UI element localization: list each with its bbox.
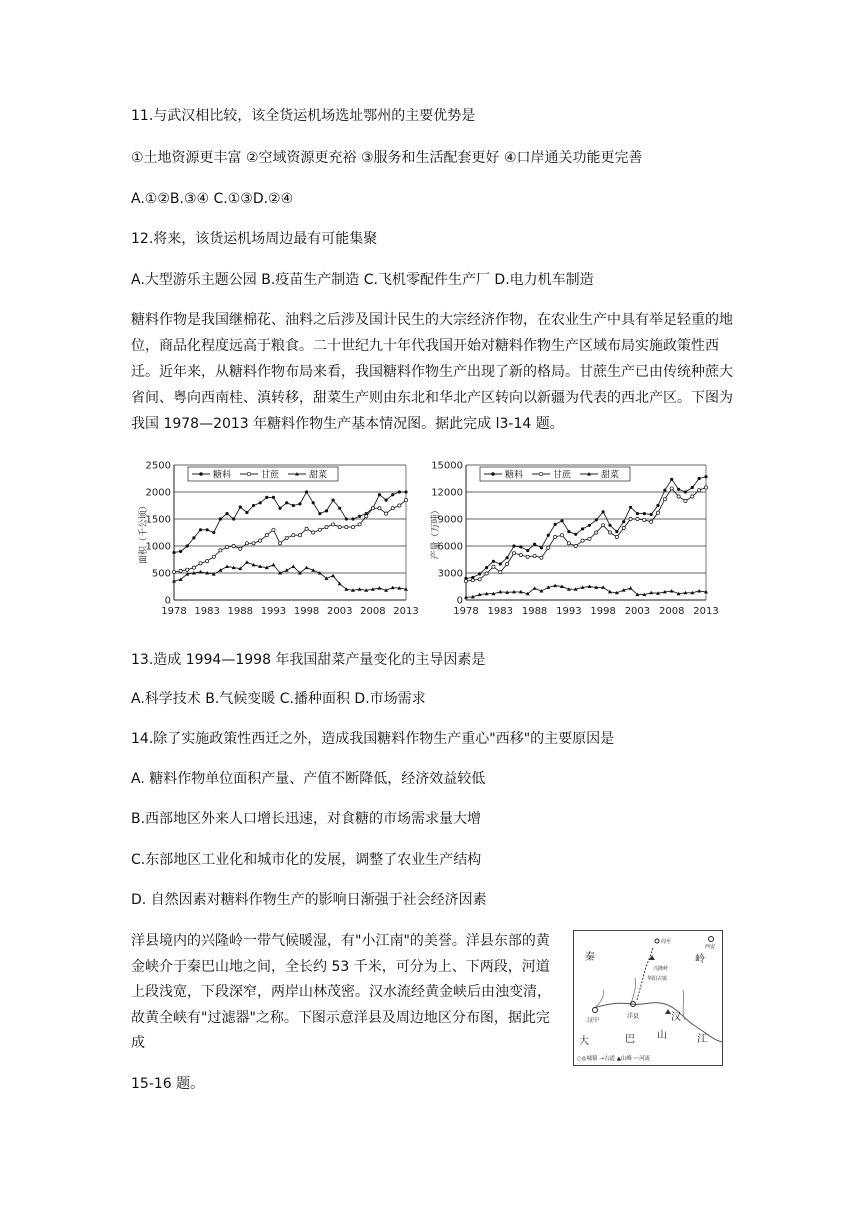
chart-1-point-ganzhe xyxy=(519,553,522,556)
chart-0-point-tiancai xyxy=(358,587,362,591)
chart-1-point-tangliao xyxy=(622,520,625,523)
chart-0-point-ganzhe xyxy=(172,570,175,573)
chart-1-point-ganzhe xyxy=(636,517,639,520)
chart-0-point-tangliao xyxy=(192,536,195,539)
q11-stem: 11.与武汉相比较，该全货运机场选址鄂州的主要优势是 xyxy=(131,108,476,124)
passage-yang-county: 洋县境内的兴隆岭一带气候暖湿，有"小江南"的美誉。洋县东部的黄金峡介于秦巴山地之间，全长约 53 千米，可分为上、下两段，河道上段浅宽，下段深窄，两岸山林茂密。汉水流经黄金峡后由浊变清，故黄全峡有"过滤器"之称。下图示意洋县及周边地区分布图，据此完成 xyxy=(131,933,551,1051)
chart-0-point-ganzhe xyxy=(371,507,374,510)
map-label-qin: 秦 xyxy=(585,952,595,963)
chart-1-y-tick-label: 3000 xyxy=(437,568,463,580)
chart-0-point-ganzhe xyxy=(398,504,401,507)
q14-stem: 14.除了实施政策性西迁之外，造成我国糖料作物生产重心"西移"的主要原因是 xyxy=(131,731,615,747)
chart-0-point-tangliao xyxy=(298,502,301,505)
chart-1-point-tangliao xyxy=(478,572,481,575)
chart-0-point-tangliao xyxy=(172,551,175,554)
chart-0-y-label: 面积（千公顷） xyxy=(139,500,149,565)
chart-1-point-ganzhe xyxy=(526,555,529,558)
chart-0-series-0-line xyxy=(174,492,406,552)
chart-1-series-1-line xyxy=(466,488,706,582)
chart-0-point-ganzhe xyxy=(305,527,308,530)
chart-1-point-tangliao xyxy=(684,490,687,493)
chart-0-point-tangliao xyxy=(265,496,268,499)
chart-1-point-ganzhe xyxy=(567,542,570,545)
chart-0-point-tangliao xyxy=(239,506,242,509)
q11-statements: ①土地资源更丰富 ②空域资源更充裕 ③服务和生活配套更好 ④口岸通关功能更完善 xyxy=(131,150,643,166)
chart-0-point-tangliao xyxy=(318,512,321,515)
chart-1-point-tangliao xyxy=(595,518,598,521)
chart-0-point-ganzhe xyxy=(338,526,341,529)
chart-1-point-tangliao xyxy=(492,560,495,563)
chart-1-point-ganzhe xyxy=(533,554,536,557)
chart-1-legend-label: 甘蔗 xyxy=(553,470,572,481)
chart-1-y-tick-label: 0 xyxy=(456,595,463,607)
q11-options: A.①②B.③④ C.①③D.②④ xyxy=(131,191,294,207)
chart-0-point-ganzhe xyxy=(385,512,388,515)
chart-0-point-ganzhe xyxy=(391,507,394,510)
map-label-huayang: 华阳古镇 xyxy=(647,976,668,982)
chart-0-point-tiancai xyxy=(245,560,249,564)
chart-0-point-tangliao xyxy=(285,501,288,504)
passage-sugar-crops: 糖料作物是我国继棉花、油料之后涉及国计民生的大宗经济作物，在农业生产中具有举足轻重的地位，商品化程度远高于粮食。二十世纪九十年代我国开始对糖料作物生产区域布局实施政策性西迁。近年来，从糖料作物布局来看，我国糖料作物生产出现了新的格局。甘蔗生产已由传统种蔗大省间、粤向西南桂、滇转移，甜菜生产则由东北和华北产区转向以新疆为代表的西北产区。下图为我国 1978—2013 年糖料作物生产基本情况图。据此完成 l3-14 题。 xyxy=(131,312,733,432)
chart-0-x-tick-label: 2013 xyxy=(393,606,419,617)
q12-options: A.大型游乐主题公园 B.疫苗生产制造 C.飞机零配件生产厂 D.电力机车制造 xyxy=(131,272,594,288)
chart-1-point-tangliao xyxy=(581,527,584,530)
chart-1-point-tangliao xyxy=(533,543,536,546)
chart-0-y-tick-label: 2500 xyxy=(145,460,171,472)
chart-1-point-tangliao xyxy=(512,544,515,547)
chart-0-point-tangliao xyxy=(179,550,182,553)
chart-0-point-tiancai xyxy=(225,565,229,569)
chart-1-point-ganzhe xyxy=(540,556,543,559)
map-label-zhouzhi: 周至 xyxy=(661,939,672,945)
chart-0-point-ganzhe xyxy=(345,526,348,529)
chart-1-point-ganzhe xyxy=(485,572,488,575)
chart-0-point-tangliao xyxy=(325,509,328,512)
chart-1-point-tangliao xyxy=(588,524,591,527)
chart-1-point-ganzhe xyxy=(581,539,584,542)
chart-0-legend-label: 甜菜 xyxy=(309,470,328,481)
chart-1-legend-label: 糖料 xyxy=(505,470,524,481)
chart-1-point-ganzhe xyxy=(595,531,598,534)
chart-0-point-tangliao xyxy=(245,511,248,514)
chart-0-legend-marker xyxy=(199,472,203,476)
chart-0-point-tiancai xyxy=(271,563,275,567)
chart-0-point-ganzhe xyxy=(252,542,255,545)
chart-1-x-tick-label: 1983 xyxy=(487,606,514,617)
chart-1-point-tangliao xyxy=(560,519,563,522)
map-label-hanzhong: 汉中 xyxy=(587,1017,600,1024)
chart-1-point-tiancai xyxy=(629,586,633,590)
chart-0-point-ganzhe xyxy=(192,566,195,569)
chart-0-point-ganzhe xyxy=(285,536,288,539)
chart-0-point-tangliao xyxy=(385,499,388,502)
chart-0-x-tick-label: 2003 xyxy=(326,606,353,617)
chart-0-point-ganzhe xyxy=(245,542,248,545)
chart-0-point-tangliao xyxy=(225,512,228,515)
chart-0-legend-marker xyxy=(247,472,251,476)
chart-0-x-tick-label: 1988 xyxy=(227,606,254,617)
chart-0-point-tangliao xyxy=(212,531,215,534)
chart-1-y-tick-label: 6000 xyxy=(437,541,463,553)
q14-option-c: C.东部地区工业化和城市化的发展，调整了农业生产结构 xyxy=(131,852,482,868)
chart-0-y-tick-label: 2000 xyxy=(145,487,171,499)
chart-1-point-tiancai xyxy=(533,586,537,590)
chart-1-point-ganzhe xyxy=(499,571,502,574)
chart-0-point-ganzhe xyxy=(325,526,328,529)
chart-1-point-ganzhe xyxy=(615,535,618,538)
chart-1-point-tangliao xyxy=(602,510,605,513)
chart-0-legend-label: 糖料 xyxy=(213,470,232,481)
chart-1-x-tick-label: 1988 xyxy=(521,606,548,617)
chart-0-x-tick-label: 1978 xyxy=(161,606,187,617)
chart-0-point-tangliao xyxy=(378,493,381,496)
chart-0-point-tangliao xyxy=(186,544,189,547)
chart-1-point-tangliao xyxy=(677,488,680,491)
chart-1-point-tangliao xyxy=(670,478,673,481)
chart-1-y-label: 产量（万吨） xyxy=(431,505,441,560)
chart-0-point-tiancai xyxy=(291,565,295,569)
map-label-ling: 岭 xyxy=(695,954,705,965)
chart-0-point-ganzhe xyxy=(265,534,268,537)
chart-1-point-tangliao xyxy=(643,512,646,515)
chart-0-point-tangliao xyxy=(259,501,262,504)
chart-1-legend-marker xyxy=(539,472,543,476)
chart-0-point-tangliao xyxy=(252,504,255,507)
chart-1-point-tangliao xyxy=(629,506,632,509)
chart-1-point-ganzhe xyxy=(622,526,625,529)
chart-1-point-ganzhe xyxy=(554,535,557,538)
chart-1-point-ganzhe xyxy=(492,565,495,568)
chart-1-point-tangliao xyxy=(499,562,502,565)
chart-1-point-ganzhe xyxy=(643,518,646,521)
chart-0-point-ganzhe xyxy=(259,539,262,542)
chart-1-legend-label: 甜菜 xyxy=(601,470,620,481)
chart-0-point-tangliao xyxy=(232,517,235,520)
map-label-xinglongling: 兴隆岭 xyxy=(653,966,669,972)
map-label-han: 汉 xyxy=(671,1012,681,1023)
chart-1-point-ganzhe xyxy=(588,537,591,540)
chart-1-point-tangliao xyxy=(485,566,488,569)
chart-1-x-tick-label: 1998 xyxy=(590,606,616,617)
chart-0-point-ganzhe xyxy=(365,515,368,518)
chart-1-point-tangliao xyxy=(554,523,557,526)
chart-0-point-tangliao xyxy=(219,517,222,520)
chart-1-point-tangliao xyxy=(650,513,653,516)
chart-0-y-tick-label: 500 xyxy=(151,568,171,580)
chart-0-series-2-line xyxy=(174,562,406,590)
chart-0-point-ganzhe xyxy=(186,568,189,571)
chart-1-y-tick-label: 9000 xyxy=(437,514,463,526)
chart-1-point-ganzhe xyxy=(663,498,666,501)
chart-0-point-ganzhe xyxy=(206,560,209,563)
chart-1-point-tangliao xyxy=(526,549,529,552)
chart-1-y-tick-label: 12000 xyxy=(431,487,463,499)
chart-0-legend-label: 甘蔗 xyxy=(261,470,280,481)
map-label-yangxian: 洋县 xyxy=(627,1013,640,1020)
chart-0-point-ganzhe xyxy=(179,569,182,572)
chart-0-point-ganzhe xyxy=(272,528,275,531)
chart-0-point-ganzhe xyxy=(225,545,228,548)
chart-1-x-tick-label: 2008 xyxy=(658,606,685,617)
q12-stem: 12.将来，该货运机场周边最有可能集聚 xyxy=(131,231,378,247)
chart-1-y-tick-label: 15000 xyxy=(431,460,463,472)
chart-1-point-ganzhe xyxy=(684,499,687,502)
chart-0-point-tiancai xyxy=(331,574,335,578)
chart-1-point-ganzhe xyxy=(670,487,673,490)
map-legend: ○◎城镇 ⇢古道 ▲山峰 〰河流 xyxy=(577,1056,651,1062)
chart-0-point-ganzhe xyxy=(292,534,295,537)
chart-1-series-2-line xyxy=(466,586,706,598)
chart-1-point-tangliao xyxy=(663,489,666,492)
chart-1-point-tangliao xyxy=(698,477,701,480)
chart-1-point-ganzhe xyxy=(602,524,605,527)
chart-0-point-ganzhe xyxy=(239,547,242,550)
chart-0-point-tiancai xyxy=(199,570,203,574)
chart-0-point-ganzhe xyxy=(212,555,215,558)
chart-1-point-ganzhe xyxy=(691,495,694,498)
chart-1-point-ganzhe xyxy=(608,531,611,534)
chart-1-point-ganzhe xyxy=(506,562,509,565)
charts-svg xyxy=(136,455,719,630)
chart-0-x-tick-label: 2008 xyxy=(360,606,386,617)
chart-1-point-tangliao xyxy=(636,512,639,515)
chart-0-point-ganzhe xyxy=(312,531,315,534)
map-label-shan: 山 xyxy=(657,1030,667,1041)
chart-1-point-ganzhe xyxy=(560,534,563,537)
chart-0-point-tangliao xyxy=(338,507,341,510)
chart-0-x-tick-label: 1983 xyxy=(194,606,220,617)
map-label-jiang: 江 xyxy=(697,1034,707,1045)
chart-0-point-ganzhe xyxy=(318,528,321,531)
chart-0-point-tangliao xyxy=(278,507,281,510)
chart-0-point-tangliao xyxy=(345,517,348,520)
chart-0-point-tangliao xyxy=(305,490,308,493)
chart-0-point-tangliao xyxy=(199,528,202,531)
chart-0-y-tick-label: 1000 xyxy=(145,541,171,553)
q14-option-a: A. 糖料作物单位面积产量、产值不断降低，经济效益较低 xyxy=(131,771,486,787)
chart-0-point-tangliao xyxy=(398,490,401,493)
chart-0-x-tick-label: 1993 xyxy=(260,606,287,617)
chart-0-point-tangliao xyxy=(391,493,394,496)
chart-1-point-tangliao xyxy=(540,546,543,549)
map-label-ba: 巴 xyxy=(625,1034,635,1045)
chart-1-point-tangliao xyxy=(547,534,550,537)
map-svg xyxy=(573,930,723,1066)
chart-1-point-ganzhe xyxy=(656,511,659,514)
chart-0-point-tangliao xyxy=(351,517,354,520)
chart-0-y-tick-label: 1500 xyxy=(145,514,171,526)
q13-options: A.科学技术 B.气候变暖 C.播种面积 D.市场需求 xyxy=(131,691,426,707)
chart-0-point-tangliao xyxy=(206,528,209,531)
chart-0-point-tangliao xyxy=(358,515,361,518)
chart-0-point-ganzhe xyxy=(404,499,407,502)
chart-1-point-tangliao xyxy=(574,533,577,536)
chart-0-y-tick-label: 0 xyxy=(164,595,171,607)
map-label-xian: 西安 xyxy=(705,944,716,950)
chart-1-x-tick-label: 2003 xyxy=(624,606,651,617)
q14-option-b: B.西部地区外来人口增长迅速，对食糖的市场需求量大增 xyxy=(131,811,482,827)
sugar-crops-charts xyxy=(136,455,719,630)
q14-option-d: D. 自然因素对糖料作物生产的影响日渐强于社会经济因素 xyxy=(131,892,487,908)
q15-16-text: 15-16 题。 xyxy=(131,1076,205,1092)
chart-0-point-ganzhe xyxy=(358,523,361,526)
chart-1-point-ganzhe xyxy=(512,552,515,555)
chart-0-point-ganzhe xyxy=(378,507,381,510)
chart-1-x-tick-label: 1993 xyxy=(556,606,582,617)
chart-1-point-tangliao xyxy=(615,530,618,533)
chart-0-point-tiancai xyxy=(377,586,381,590)
chart-1-point-ganzhe xyxy=(698,489,701,492)
chart-1-point-tangliao xyxy=(506,556,509,559)
chart-0-point-tangliao xyxy=(331,499,334,502)
chart-1-point-ganzhe xyxy=(547,546,550,549)
chart-1-point-tangliao xyxy=(704,475,707,478)
chart-1-x-tick-label: 1978 xyxy=(453,606,479,617)
yang-county-map xyxy=(573,930,723,1066)
chart-0-point-ganzhe xyxy=(298,534,301,537)
chart-1-point-tangliao xyxy=(608,524,611,527)
chart-1-legend-marker xyxy=(491,472,495,476)
chart-0-point-ganzhe xyxy=(351,526,354,529)
chart-0-point-tangliao xyxy=(292,504,295,507)
chart-0-point-tiancai xyxy=(305,566,309,570)
chart-1-point-ganzhe xyxy=(677,495,680,498)
chart-1-point-ganzhe xyxy=(704,486,707,489)
chart-1-point-ganzhe xyxy=(478,578,481,581)
map-label-da: 大 xyxy=(579,1036,589,1047)
chart-0-point-tangliao xyxy=(312,501,315,504)
chart-0-point-ganzhe xyxy=(278,542,281,545)
chart-0-x-tick-label: 1998 xyxy=(293,606,320,617)
chart-1-point-ganzhe xyxy=(629,517,632,520)
chart-0-point-tangliao xyxy=(404,490,407,493)
chart-1-point-tangliao xyxy=(691,486,694,489)
chart-1-point-tangliao xyxy=(519,545,522,548)
chart-1-x-tick-label: 2013 xyxy=(693,606,719,617)
chart-1-point-ganzhe xyxy=(471,579,474,582)
chart-1-point-ganzhe xyxy=(650,520,653,523)
chart-0-point-ganzhe xyxy=(232,544,235,547)
chart-0-point-tiancai xyxy=(218,568,222,572)
chart-0-point-tangliao xyxy=(272,496,275,499)
chart-1-point-tangliao xyxy=(567,530,570,533)
chart-0-point-ganzhe xyxy=(199,562,202,565)
chart-1-point-ganzhe xyxy=(574,544,577,547)
chart-0-point-ganzhe xyxy=(219,549,222,552)
chart-1-point-tangliao xyxy=(656,504,659,507)
chart-0-point-tiancai xyxy=(285,568,289,572)
chart-1-point-ganzhe xyxy=(464,580,467,583)
chart-0-point-ganzhe xyxy=(331,523,334,526)
q13-stem: 13.造成 1994—1998 年我国甜菜产量变化的主导因素是 xyxy=(131,652,486,668)
